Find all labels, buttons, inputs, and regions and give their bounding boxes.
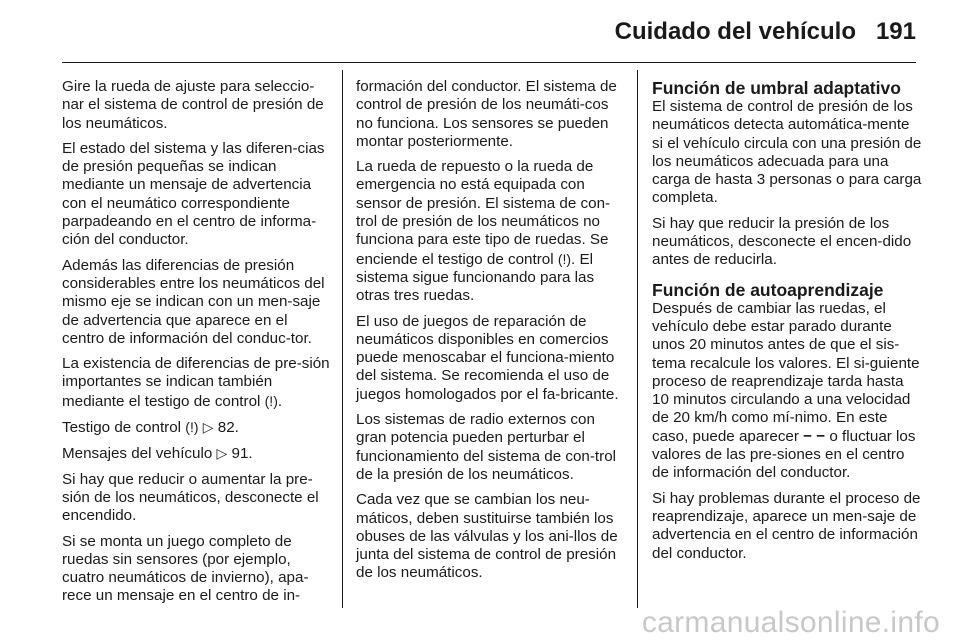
- paragraph: [62, 418, 330, 437]
- paragraph: [62, 444, 330, 463]
- paragraph: El sistema de control de presión de los neumáticos detecta automática-mente si el vehículo circula con una presión de los neumáticos adecuada para una carga de hasta 3 personas o para carga completa.: [652, 98, 922, 207]
- column-2: [356, 78, 624, 590]
- paragraph: [652, 300, 924, 483]
- paragraph-text: Después de cambiar las ruedas, el vehículo debe estar parado durante unos 20 minutos antes de que el sis-tema recalcule los valores. El si-guiente proceso de reaprendizaje tarda hasta 10 minutos circulando a una velocidad de 20 km/h como mí-nimo. En este caso, puede aparecer: [652, 299, 920, 445]
- paragraph-text: o fluctuar los valores de las pre-siones en el centro de información del conductor.: [652, 427, 916, 482]
- header-title: Cuidado del vehículo: [614, 18, 856, 45]
- triangle-pointer-icon: ▷: [216, 445, 228, 462]
- paragraph: Gire la rueda de ajuste para seleccio-nar el sistema de control de presión de los neumáticos.: [62, 78, 324, 132]
- page-reference-link[interactable]: 82.: [217, 419, 239, 437]
- triangle-pointer-icon: ▷: [202, 419, 214, 436]
- tire-pressure-warning-icon: (!): [264, 392, 278, 409]
- page-reference-link[interactable]: 91.: [231, 445, 253, 463]
- tire-pressure-warning-icon: (!): [557, 250, 572, 267]
- paragraph: formación del conductor. El sistema de control de presión de los neumáti-cos no funciona. Los sensores se pueden montar posteriormente.: [356, 78, 617, 150]
- paragraph: Los sistemas de radio externos con gran potencia pueden perturbar el funcionamiento del sistema de con-trol de la presión de los neumáticos.: [356, 411, 617, 483]
- paragraph: Si hay que reducir la presión de los neumáticos, desconecte el encen-dido antes de reducirla.: [652, 214, 912, 269]
- column-divider-2: [637, 70, 638, 608]
- paragraph-text: .: [277, 392, 283, 410]
- column-divider-1: [342, 70, 343, 608]
- paragraph: Si se monta un juego completo de ruedas sin sensores (por ejemplo, cuatro neumáticos de invierno), apa-rece un mensaje en el centro de in-: [62, 532, 309, 605]
- paragraph-text: . El sistema sigue funcionando para las otras tres ruedas.: [356, 250, 595, 305]
- dash-symbol: − −: [803, 427, 826, 445]
- header-rule: [62, 62, 916, 63]
- section-heading: Función de autoaprendizaje: [652, 279, 884, 300]
- paragraph: Cada vez que se cambian los neu-máticos, deben sustituirse también los obuses de las válvulas y los ani-llos de junta del sistema de control de presión de los neumáticos.: [356, 491, 618, 582]
- paragraph: Si hay problemas durante el proceso de reaprendizaje, aparece un men-saje de advertencia en el centro de información del conductor.: [652, 489, 921, 562]
- watermark: carmanualsonline.info: [641, 606, 940, 639]
- paragraph: [62, 355, 330, 411]
- paragraph: El uso de juegos de reparación de neumáticos disponibles en comercios puede menoscabar el funciona-miento del sistema. Se recomienda el uso de juegos homologados por el fa-bricante.: [356, 312, 619, 403]
- paragraph-text: Testigo de control: [62, 419, 182, 437]
- page-number: 191: [875, 18, 916, 45]
- paragraph: [356, 158, 624, 305]
- paragraph: Si hay que reducir o aumentar la pre-sión de los neumáticos, desconecte el encendido.: [62, 470, 319, 525]
- paragraph-text: La existencia de diferencias de pre-sión importantes se indican también mediante el testigo de control: [62, 355, 330, 410]
- section-heading: Función de umbral adaptativo: [652, 78, 901, 98]
- paragraph: El estado del sistema y las diferen-cias de presión pequeñas se indican mediante un mensaje de advertencia con el neumático correspondiente parpadeando en el centro de informa-ción del conductor.: [62, 139, 325, 249]
- paragraph: Además las diferencias de presión considerables entre los neumáticos del mismo eje se indican con un men-saje de advertencia que aparece en el centro de información del conduc-tor.: [62, 256, 325, 347]
- column-3: [652, 78, 924, 570]
- paragraph-text: La rueda de repuesto o la rueda de emergencia no está equipada con sensor de presión. El sistema de con-trol de presión de los neumáticos no funciona para este tipo de ruedas. Se enciende el testigo de control: [356, 158, 611, 268]
- column-1: [62, 78, 330, 613]
- tire-pressure-warning-icon: (!): [185, 419, 199, 436]
- paragraph-text: Mensajes del vehículo: [62, 445, 213, 463]
